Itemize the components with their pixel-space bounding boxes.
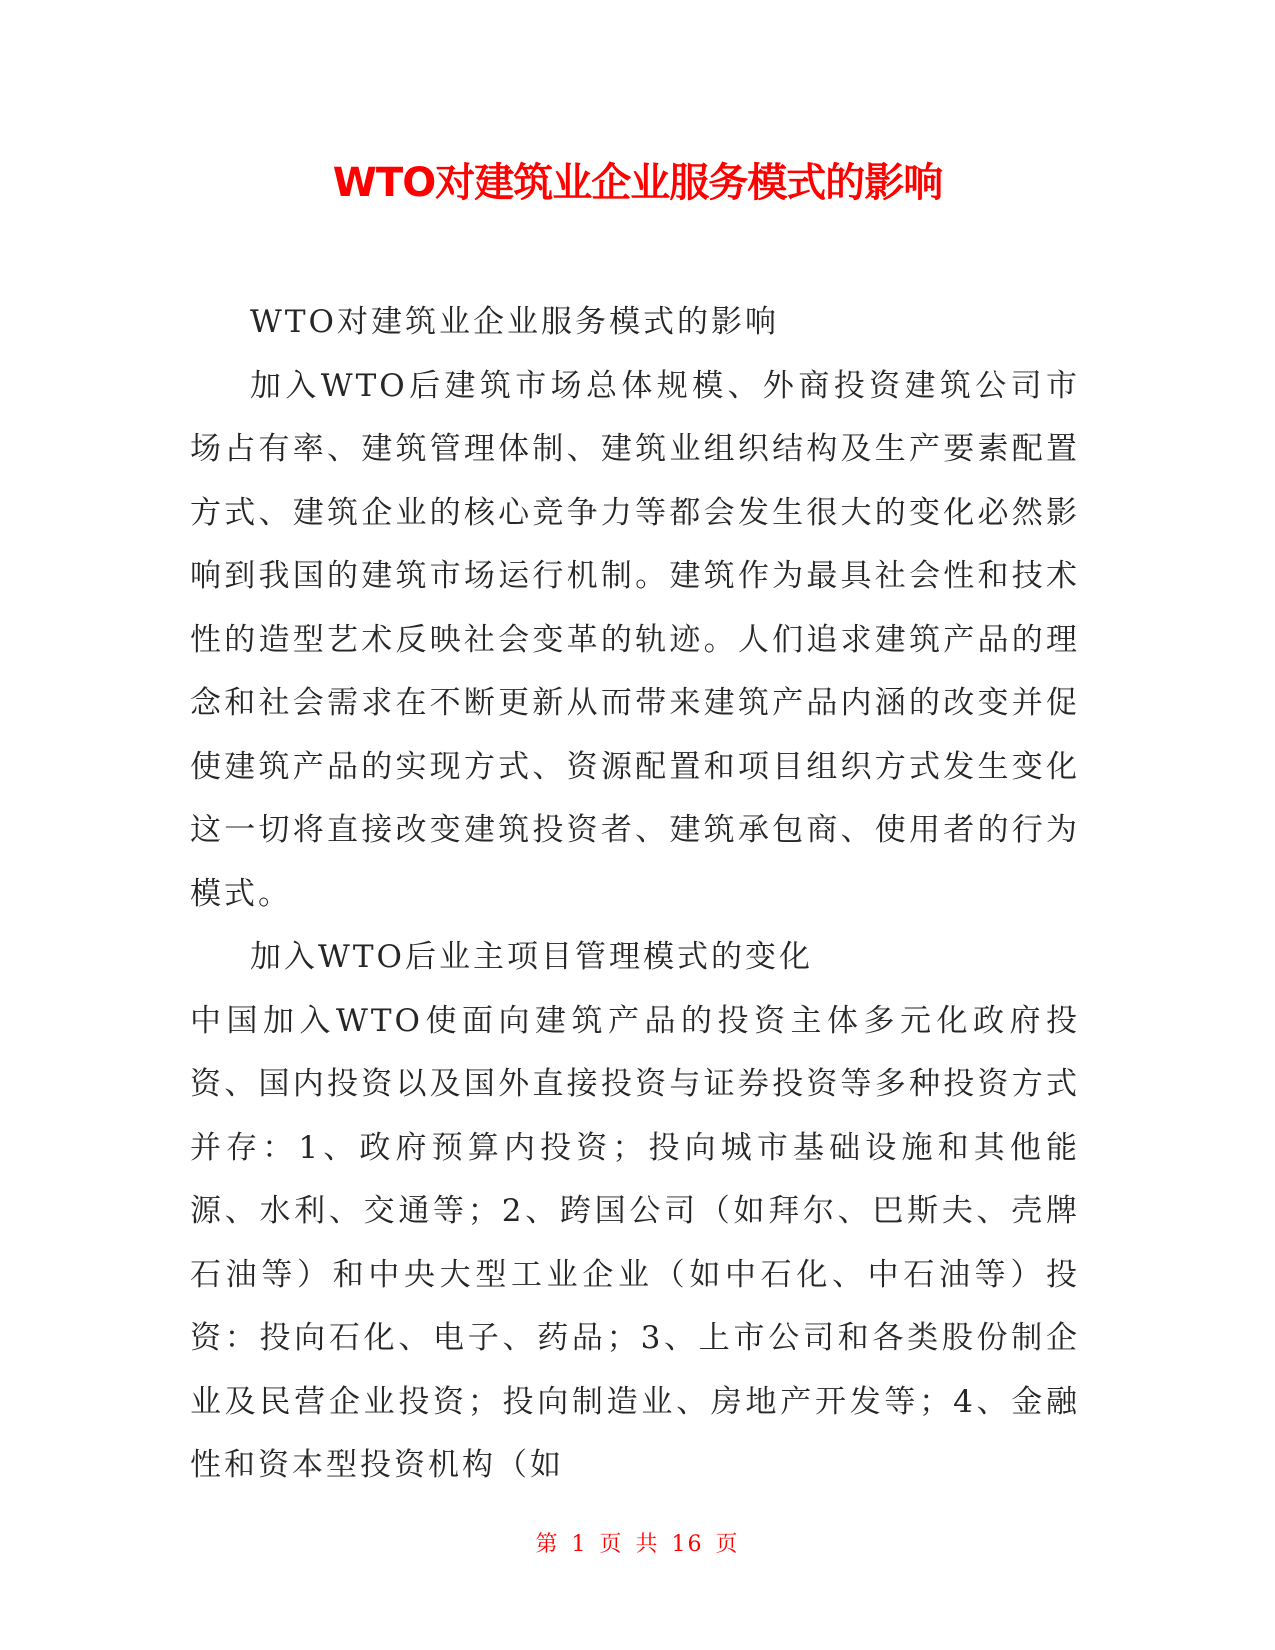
paragraph-investment: 中国加入WTO使面向建筑产品的投资主体多元化政府投资、国内投资以及国外直接投资与证券投资等多种投资方式并存：1、政府预算内投资；投向城市基础设施和其他能源、水利、交通等；2、跨国公司（如拜尔、巴斯夫、壳牌石油等）和中央大型工业企业（如中石化、中石油等）投资：投向石化、电子、药品；3、上市公司和各类股份制企业及民营企业投资；投向制造业、房地产开发等；4、金融性和资本型投资机构（如 — [190, 1002, 1080, 1483]
footer-page-prefix: 第 — [535, 1532, 560, 1557]
paragraph-intro: 加入WTO后建筑市场总体规模、外商投资建筑公司市场占有率、建筑管理体制、建筑业组织结构及生产要素配置方式、建筑企业的核心竞争力等都会发生很大的变化必然影响到我国的建筑市场运行机制。建筑作为最具社会性和技术性的造型艺术反映社会变革的轨迹。人们追求建筑产品的理念和社会需求在不断更新从而带来建筑产品内涵的改变并促使建筑产品的实现方式、资源配置和项目组织方式发生变化这一切将直接改变建筑投资者、建筑承包商、使用者的行为模式。 — [190, 367, 1080, 912]
footer-current-page: 1 — [571, 1532, 588, 1557]
footer-total-pages: 16 — [671, 1532, 704, 1557]
footer-page-word: 页 — [599, 1532, 624, 1557]
footer-total-prefix: 共 — [635, 1532, 660, 1557]
document-body — [190, 291, 1080, 1498]
page-footer — [0, 1530, 1275, 1560]
document-title: WTO对建筑业企业服务模式的影响 — [332, 160, 943, 206]
footer-total-suffix: 页 — [715, 1532, 740, 1557]
paragraph-heading: WTO对建筑业企业服务模式的影响 — [250, 304, 779, 340]
paragraph-subheading: 加入WTO后业主项目管理模式的变化 — [250, 939, 813, 975]
